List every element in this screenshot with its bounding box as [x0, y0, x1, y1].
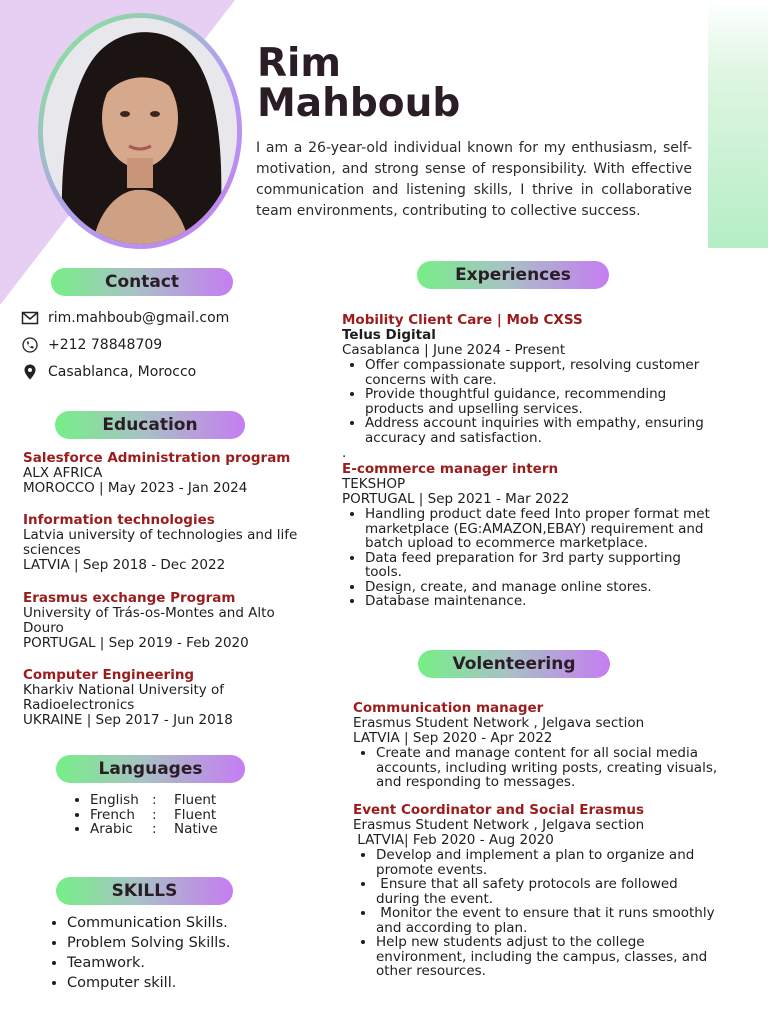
experience-bullet: • Provide thoughtful guidance, recommending products and upselling services. — [365, 387, 722, 416]
experience-company: Telus Digital — [342, 327, 436, 343]
experience-meta: PORTUGAL | Sep 2021 - Mar 2022 — [342, 491, 570, 507]
experience-bullets — [342, 358, 722, 445]
volunteering-bullet: • Create and manage content for all social media accounts, including writing posts, creating visuals, and responding to messages. — [376, 746, 718, 790]
education-meta: MOROCCO | May 2023 - Jan 2024 — [23, 480, 248, 496]
education-meta: PORTUGAL | Sep 2019 - Feb 2020 — [23, 635, 249, 651]
skills-heading: SKILLS — [56, 877, 233, 905]
language-item — [90, 822, 310, 837]
experience-company: TEKSHOP — [342, 476, 406, 492]
volunteering-item — [353, 802, 718, 979]
education-school: Latvia university of technologies and life sciences — [23, 527, 298, 558]
gradient-strip-decoration — [708, 0, 768, 248]
language-separator: : — [152, 792, 157, 808]
volunteering-item — [353, 700, 718, 790]
experience-title: E-commerce manager intern — [342, 461, 559, 477]
volunteering-org: Erasmus Student Network , Jelgava section — [353, 817, 645, 833]
education-school: University of Trás-os-Montes and Alto Douro — [23, 605, 275, 636]
contact-phone[interactable] — [21, 337, 281, 355]
experience-bullet: • Offer compassionate support, resolving customer concerns with care. — [365, 358, 722, 387]
language-level: Fluent — [174, 792, 217, 808]
language-separator: : — [152, 821, 157, 837]
education-item — [23, 512, 318, 573]
first-name: Rim — [257, 41, 342, 86]
experience-bullet: • Handling product date feed Into proper format met marketplace (EG:AMAZON,EBAY) requirement and batch upload to ecommerce marketplace. — [365, 507, 722, 551]
volunteering-bullet: • Ensure that all safety protocols are followed during the event. — [376, 877, 718, 906]
skill-item: • Teamwork. — [67, 953, 327, 973]
experience-bullet: • Design, create, and manage online stores. — [365, 580, 722, 595]
education-title: Salesforce Administration program — [23, 450, 291, 466]
languages-list — [67, 793, 310, 837]
education-meta: UKRAINE | Sep 2017 - Jun 2018 — [23, 712, 233, 728]
profile-photo — [43, 18, 237, 244]
volunteering-bullets — [353, 746, 718, 790]
education-item — [23, 667, 318, 728]
contact-location — [21, 364, 281, 382]
experience-bullets — [342, 507, 722, 609]
bio-paragraph: I am a 26-year-old individual known for my enthusiasm, self-motivation, and strong sense of responsibility. With effective communication and listening skills, I thrive in collaborative team environments, contributing to collective success. — [256, 140, 692, 219]
phone-text: +212 78848709 — [48, 337, 163, 353]
phone-icon — [21, 336, 39, 354]
skills-list — [44, 913, 327, 993]
volunteering-heading: Volenteering — [418, 650, 610, 678]
education-item — [23, 450, 318, 496]
language-name: French — [90, 806, 135, 823]
experience-meta: Casablanca | June 2024 - Present — [342, 342, 566, 358]
language-level: Fluent — [174, 806, 217, 823]
volunteering-title: Communication manager — [353, 700, 544, 716]
location-text: Casablanca, Morocco — [48, 364, 197, 380]
skill-item: • Communication Skills. — [67, 913, 327, 933]
last-name: Mahboub — [257, 81, 461, 126]
experience-item — [342, 461, 722, 609]
experience-separator: . — [342, 445, 347, 461]
education-meta: LATVIA | Sep 2018 - Dec 2022 — [23, 557, 226, 573]
education-school: ALX AFRICA — [23, 465, 103, 481]
experience-bullet: • Data feed preparation for 3rd party supporting tools. — [365, 551, 722, 580]
language-name: English — [90, 792, 139, 808]
skill-item: • Problem Solving Skills. — [67, 933, 327, 953]
language-name: Arabic — [90, 821, 133, 837]
volunteering-bullet: • Develop and implement a plan to organize and promote events. — [376, 848, 718, 877]
experience-bullet: • Database maintenance. — [365, 594, 722, 609]
experience-bullet: • Address account inquiries with empathy, ensuring accuracy and satisfaction. — [365, 416, 722, 445]
education-title: Computer Engineering — [23, 667, 195, 683]
experiences-heading: Experiences — [417, 261, 609, 289]
full-name — [257, 41, 461, 126]
experience-item — [342, 312, 722, 445]
volunteering-meta: LATVIA| Feb 2020 - Aug 2020 — [353, 832, 554, 848]
education-school: Kharkiv National University of Radioelectronics — [23, 682, 225, 713]
experience-title: Mobility Client Care | Mob CXSS — [342, 312, 583, 328]
volunteering-meta: LATVIA | Sep 2020 - Apr 2022 — [353, 730, 553, 746]
language-item — [90, 808, 310, 823]
language-level: Native — [174, 821, 218, 837]
contact-heading: Contact — [51, 268, 233, 296]
volunteering-bullet: • Help new students adjust to the college environment, including the campus, classes, and other resources. — [376, 935, 718, 979]
volunteering-org: Erasmus Student Network , Jelgava section — [353, 715, 645, 731]
education-item — [23, 590, 318, 651]
volunteering-bullet: • Monitor the event to ensure that it runs smoothly and according to plan. — [376, 906, 718, 935]
location-pin-icon — [21, 363, 39, 381]
language-separator: : — [152, 806, 157, 823]
education-title: Erasmus exchange Program — [23, 590, 236, 606]
volunteering-title: Event Coordinator and Social Erasmus — [353, 802, 645, 818]
email-text: rim.mahboub@gmail.com — [48, 310, 230, 326]
volunteering-bullets — [353, 848, 718, 979]
education-title: Information technologies — [23, 512, 215, 528]
mail-icon — [21, 309, 39, 327]
skill-item: • Computer skill. — [67, 973, 327, 993]
language-item — [90, 793, 310, 808]
contact-email[interactable] — [21, 310, 281, 328]
education-heading: Education — [55, 411, 245, 439]
languages-heading: Languages — [56, 755, 245, 783]
